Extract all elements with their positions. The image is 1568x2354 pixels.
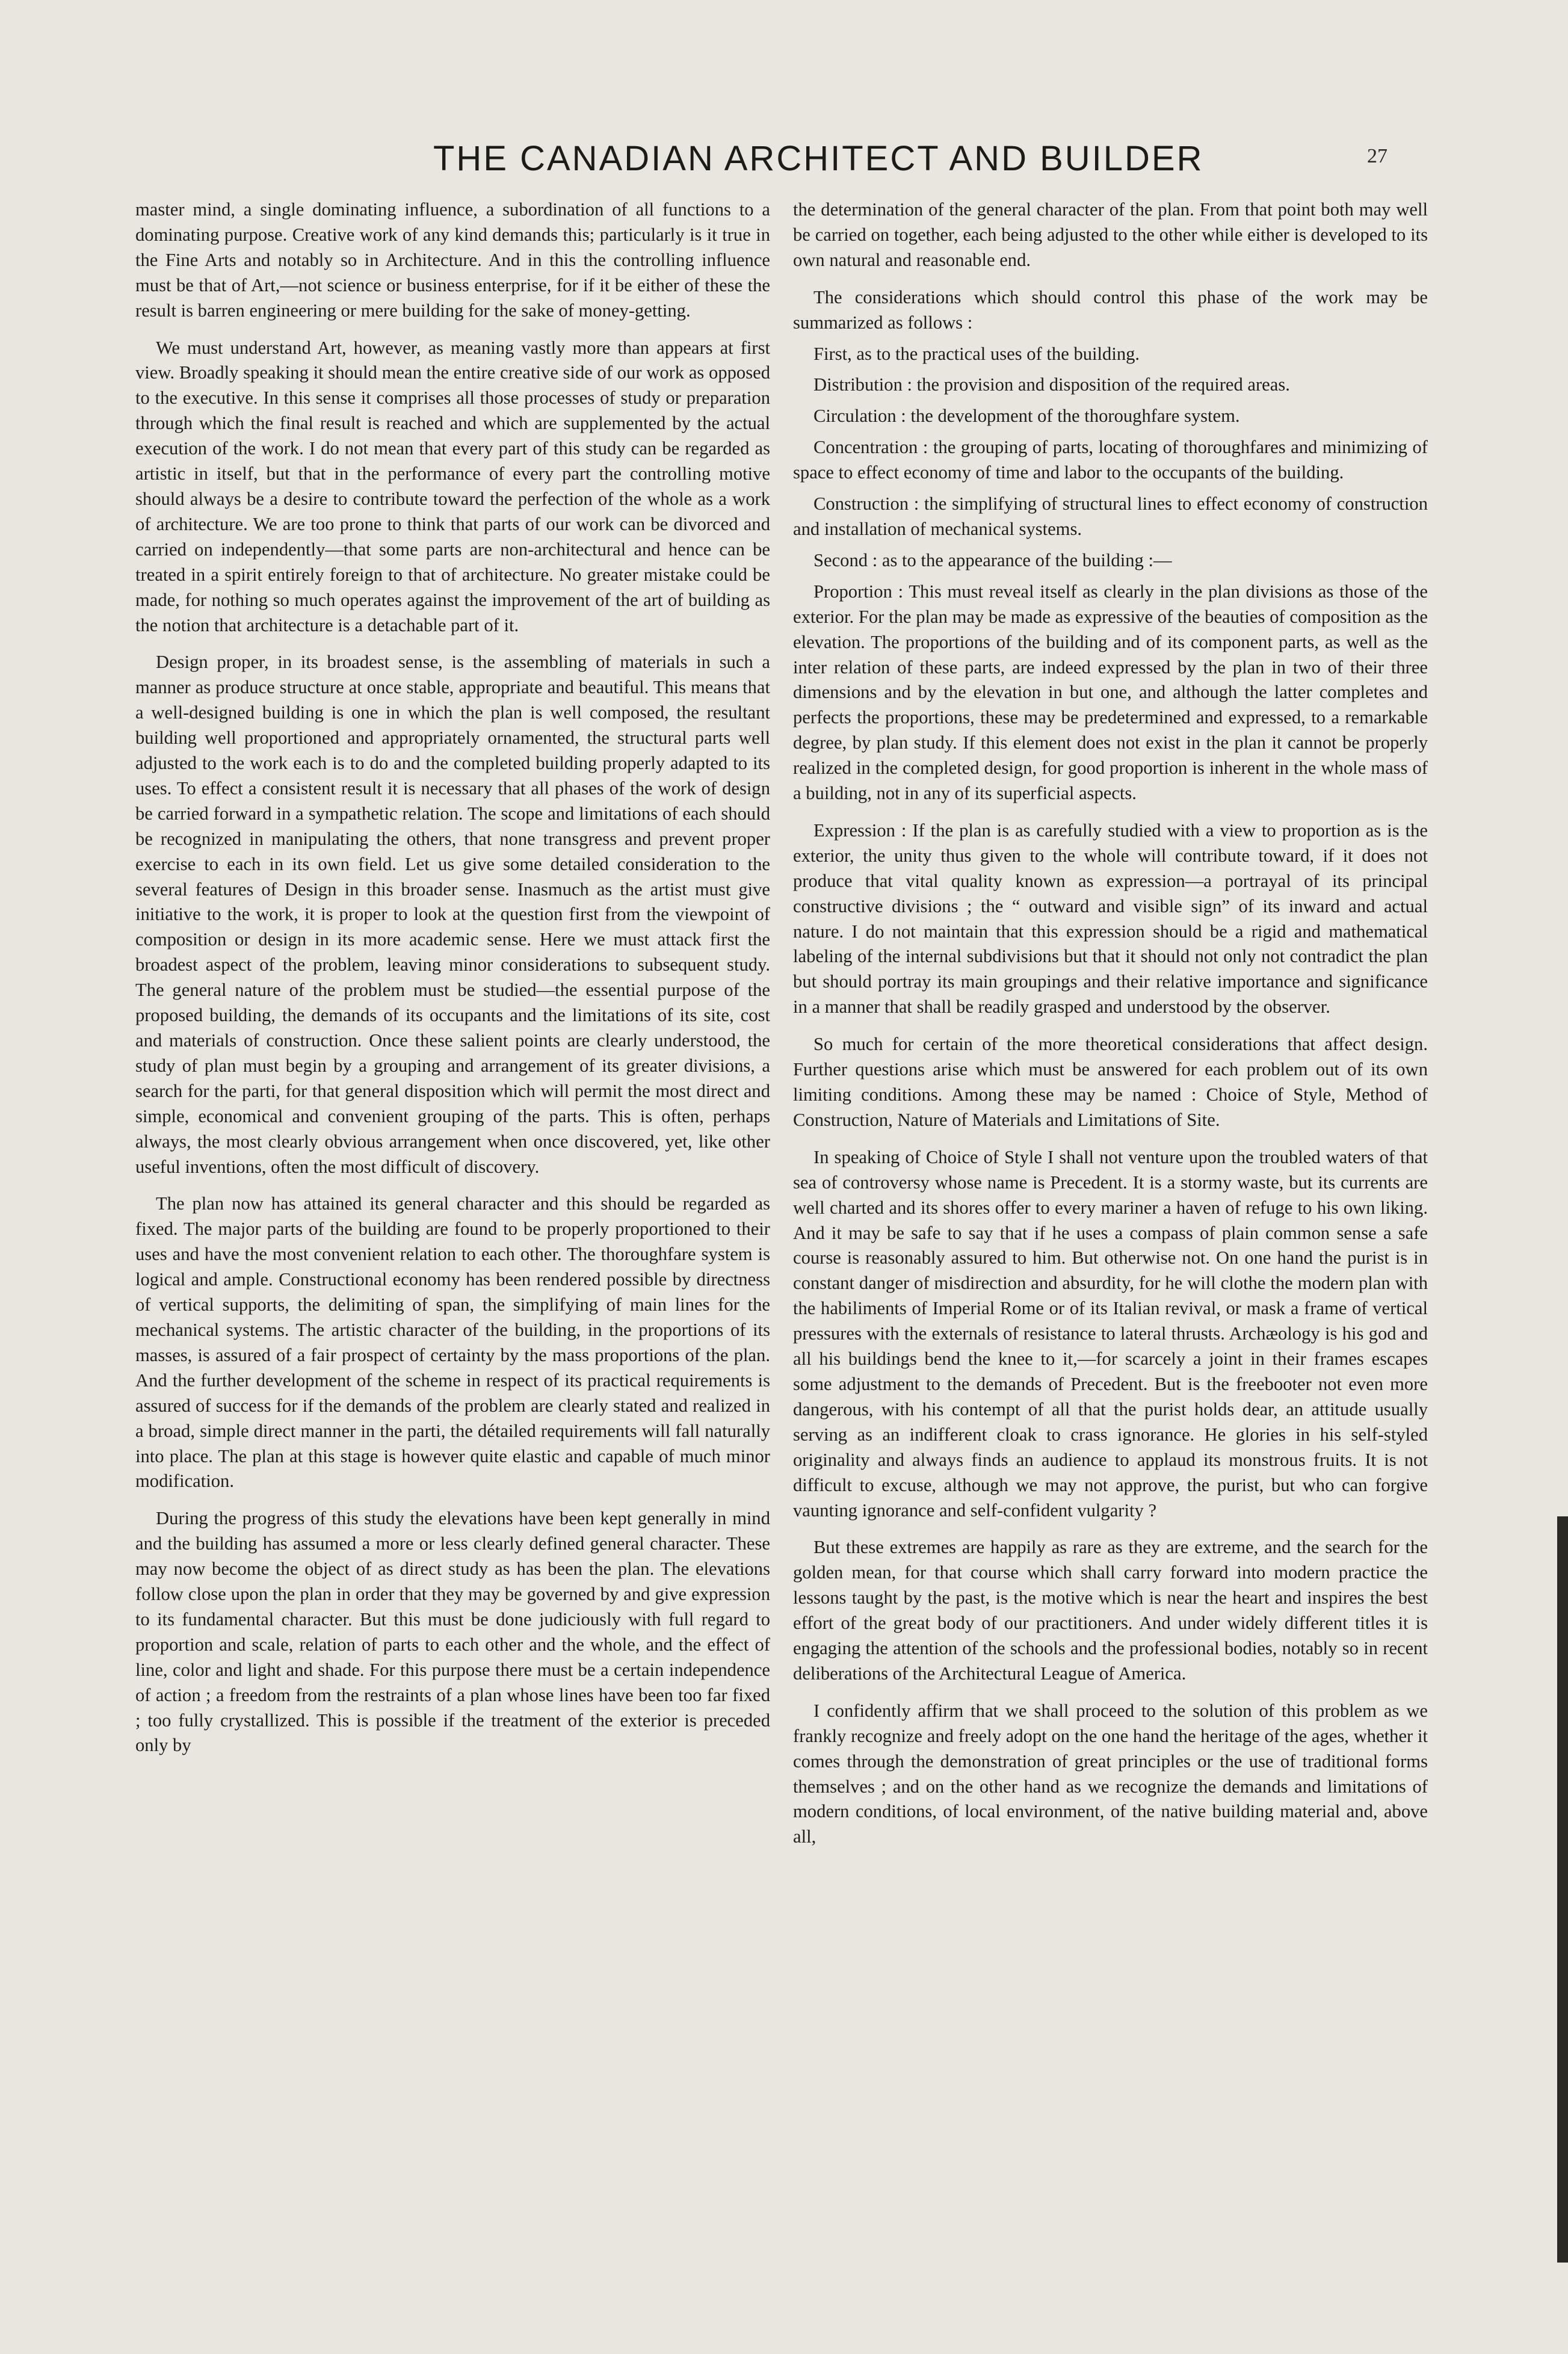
paragraph: I confidently affirm that we shall proceed to the solution of this problem as we frankly recognize and freely adopt on the one hand the heritage of the ages, whether it comes through the demonstration of great principles or the use of traditional forms themselves ; and on the other hand as we recognize the demands and limitations of modern conditions, of local environment, of the native building material and, above all, bbox=[793, 1700, 1428, 1847]
binding-edge bbox=[1557, 1516, 1568, 2263]
paragraph: But these extremes are happily as rare as they are extreme, and the search for the golden mean, for that course which shall carry forward into modern practice the lessons taught by the past, is the motive which is near the heart and inspires the best effort of the great body of our practitioners. And under widely different titles it is engaging the attention of the schools and the professional bodies, notably so in recent deliberations of the Architectural League of America. bbox=[793, 1537, 1428, 1684]
page-number: 27 bbox=[1367, 145, 1387, 167]
journal-title: THE CANADIAN ARCHITECT AND BUILDER bbox=[433, 139, 1204, 178]
list-item: Proportion : This must reveal itself as clearly in the plan divisions as those of the exterior. For the plan may be made as expressive of the beauties of composition as the elevation. The proportions of the building and of its component parts, as well as the inter relation of these parts, are indeed expressed by the plan in two of their three dimensions and by the elevation in but one, and although the latter completes and perfects the proportions, these may be predetermined and expressed, to a remarkable degree, by plan study. If this element does not exist in the plan it cannot be properly realized in the completed design, for good proportion is inherent in the whole mass of a building, not in any of its superficial aspects. bbox=[793, 581, 1428, 804]
paragraph: The plan now has attained its general character and this should be regarded as fixed. The major parts of the building are found to be properly proportioned to their uses and have the most convenient relation to each other. The thoroughfare system is logical and ample. Constructional economy has been rendered possible by directness of vertical supports, the delimiting of span, the simplifying of main lines for the mechanical systems. The artistic character of the building, in the proportions of its masses, is assured of a fair prospect of certainty by the mass proportions of the plan. And the further development of the scheme in respect of its practical requirements is assured of success for if the demands of the problem are clearly stated and realized in a broad, simple direct manner in the parti, the détailed requirements will fall naturally into place. The plan at this stage is however quite elastic and capable of much minor modification. bbox=[135, 1193, 770, 1492]
paragraph: We must understand Art, however, as meaning vastly more than appears at first view. Broadly speaking it should mean the entire creative side of our work as opposed to the executive. In this sense it comprises all those processes of study or preparation through which the final result is reached and which are supplemented by the actual execution of the work. I do not mean that every part of this study can be regarded as artistic in itself, but that in the performance of every part the controlling motive should always be a desire to contribute toward the perfection of the whole as a work of architecture. We are too prone to think that parts of our work can be divorced and carried on independently—that some parts are non-architectural and hence can be treated in a spirit entirely foreign to that of architecture. No greater mistake could be made, for nothing so much operates against the improvement of the art of building as the notion that architecture is a detachable part of it. bbox=[135, 337, 770, 635]
list-item: Construction : the simplifying of structural lines to effect economy of construction and installation of mechanical systems. bbox=[793, 493, 1428, 539]
list-item: Circulation : the development of the thoroughfare system. bbox=[813, 406, 1240, 427]
paragraph: The considerations which should control this phase of the work may be summarized as follows : bbox=[793, 286, 1428, 333]
paragraph: master mind, a single dominating influence, a subordination of all functions to a dominating purpose. Creative work of any kind demands this; particularly is it true in the Fine Arts and notably so in Architecture. And in this the controlling influence must be that of Art,—not science or business enterprise, for if it be either of these the result is barren engineering or mere building for the sake of money-getting. bbox=[135, 199, 770, 321]
list-item: Distribution : the provision and disposition of the required areas. bbox=[813, 374, 1290, 395]
paragraph: Design proper, in its broadest sense, is the assembling of materials in such a manner as produce structure at once stable, appropriate and beautiful. This means that a well-designed building is one in which the plan is well composed, the resultant building well proportioned and appropriately ornamented, the structural parts well adjusted to the work each is to do and the completed building properly adapted to its uses. To effect a consistent result it is necessary that all phases of the work of design be carried forward in a sympathetic relation. The scope and limitations of each should be recognized in manipulating the others, that none transgress and prevent proper exercise to each in its own field. Let us give some detailed consideration to the several features of Design in this broader sense. Inasmuch as the artist must give initiative to the work, it is proper to look at the question first from the viewpoint of composition or design in its more academic sense. Here we must attack first the broadest aspect of the problem, leaving minor considerations to subsequent study. The general nature of the problem must be studied—the essential purpose of the proposed building, the demands of its occupants and the limitations of its site, cost and materials of construction. Once these salient points are clearly understood, the study of plan must begin by a grouping and arrangement of its greater divisions, a search for the parti, for that general disposition which will permit the most direct and simple, economical and convenient grouping of the parts. This is often, perhaps always, the most clearly obvious arrangement when once discovered, yet, like other useful inventions, often the most difficult of discovery. bbox=[135, 652, 770, 1177]
paragraph: So much for certain of the more theoretical considerations that affect design. Further questions arise which must be answered for each problem out of its own limiting conditions. Among these may be named : Choice of Style, Method of Construction, Nature of Materials and Limitations of Site. bbox=[793, 1034, 1428, 1130]
list-item: Concentration : the grouping of parts, locating of thoroughfares and minimizing of space to effect economy of time and labor to the occupants of the building. bbox=[793, 437, 1428, 483]
list-item: Second : as to the appearance of the building :— bbox=[813, 549, 1172, 570]
left-column bbox=[135, 197, 770, 1770]
paragraph: In speaking of Choice of Style I shall not venture upon the troubled waters of that sea of controversy whose name is Precedent. It is a stormy waste, but its currents are well charted and its shores offer to every mariner a haven of refuge to his own liking. And it may be safe to say that if he uses a compass of plain common sense a safe course is reasonably assured to him. But otherwise not. On one hand the purist is in constant danger of misdirection and absurdity, for he will clothe the modern plan with the habiliments of Imperial Rome or of its Italian revival, or mask a frame of vertical pressures with the externals of resistance to lateral thrusts. Archæology is his god and all his buildings bend the knee to it,—for scarcely a joint in their frames escapes some adjustment to the demands of Precedent. But is the freebooter not even more dangerous, with his contempt of all that the purist holds dear, an attitude usually serving as an indifferent cloak to crass ignorance. He glories in his self-styled originality and always finds an audience to applaud its monstrous fruits. It is not difficult to excuse, although we may not approve, the purist, but who can forgive vaunting ignorance and self-confident vulgarity ? bbox=[793, 1146, 1428, 1521]
paragraph: During the progress of this study the elevations have been kept generally in mind and the building has assumed a more or less clearly defined general character. These may now become the object of as direct study as has been the plan. The elevations follow close upon the plan in order that they may be governed by and give expression to its fundamental character. But this must be done judiciously with full regard to proportion and scale, relation of parts to each other and the whole, and the effect of line, color and light and shade. For this purpose there must be a certain independence of action ; a freedom from the restraints of a plan whose lines have been too far fixed ; too fully crystallized. This is possible if the treatment of the exterior is preceded only by bbox=[135, 1508, 770, 1756]
right-column bbox=[793, 197, 1428, 1862]
list-item: First, as to the practical uses of the building. bbox=[813, 343, 1140, 364]
paragraph: Expression : If the plan is as carefully studied with a view to proportion as is the exterior, the unity thus given to the whole will contribute toward, if it does not produce that vital quality known as expression—a portrayal of its principal constructive divisions ; the “ outward and visible sign” of its inward and actual nature. I do not maintain that this expression should be a rigid and mathematical labeling of the internal subdivisions but that it should not only not contradict the plan but should portray its main groupings and their relative importance and significance in a manner that shall be readily grasped and understood by the observer. bbox=[793, 820, 1428, 1018]
paragraph: the determination of the general character of the plan. From that point both may well be carried on together, each being adjusted to the other while either is developed to its own natural and reasonable end. bbox=[793, 199, 1428, 270]
running-header bbox=[0, 137, 1568, 185]
